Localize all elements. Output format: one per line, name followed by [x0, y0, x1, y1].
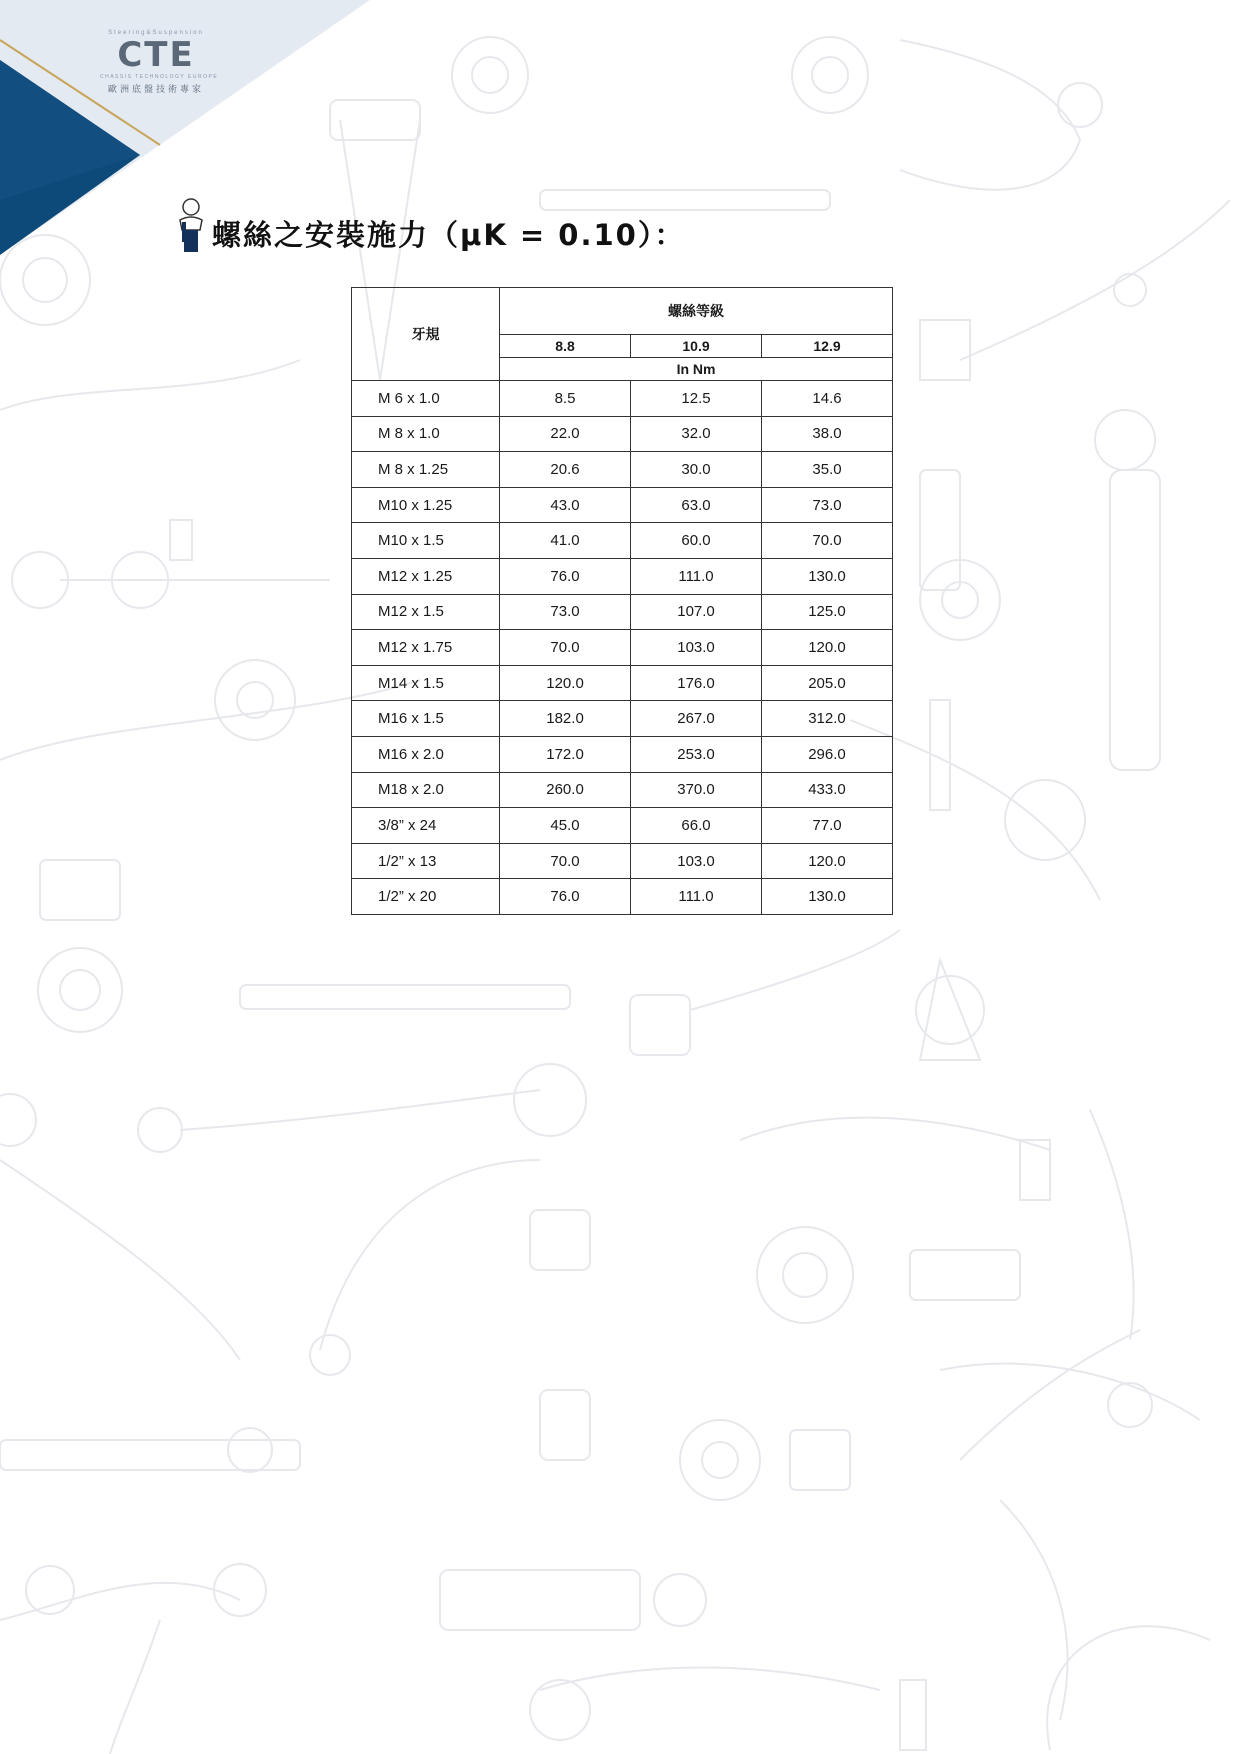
torque-cell: 120.0 [500, 665, 631, 701]
table-row [352, 523, 893, 559]
torque-cell: 8.5 [500, 381, 631, 417]
torque-cell: 120.0 [762, 630, 893, 666]
thread-cell: M 8 x 1.0 [352, 416, 500, 452]
torque-cell: 41.0 [500, 523, 631, 559]
table-row [352, 487, 893, 523]
thread-cell: M16 x 2.0 [352, 736, 500, 772]
torque-cell: 111.0 [631, 879, 762, 915]
torque-cell: 103.0 [631, 843, 762, 879]
logo-chinese: 歐洲底盤技術專家 [107, 84, 204, 94]
torque-cell: 12.5 [631, 381, 762, 417]
torque-cell: 60.0 [631, 523, 762, 559]
torque-cell: 32.0 [631, 416, 762, 452]
table-row [352, 772, 893, 808]
unit-label: In Nm [500, 358, 893, 381]
table-row [352, 381, 893, 417]
torque-cell: 312.0 [762, 701, 893, 737]
thread-cell: 1/2” x 13 [352, 843, 500, 879]
thread-cell: 1/2” x 20 [352, 879, 500, 915]
table-row [352, 594, 893, 630]
torque-cell: 14.6 [762, 381, 893, 417]
thread-cell: M12 x 1.25 [352, 558, 500, 594]
torque-cell: 172.0 [500, 736, 631, 772]
torque-cell: 433.0 [762, 772, 893, 808]
torque-cell: 103.0 [631, 630, 762, 666]
table-header-row [352, 288, 893, 335]
torque-cell: 70.0 [762, 523, 893, 559]
table-row [352, 736, 893, 772]
grade-header: 螺絲等級 [500, 288, 893, 335]
thread-cell: M10 x 1.25 [352, 487, 500, 523]
table-row [352, 879, 893, 915]
torque-cell: 182.0 [500, 701, 631, 737]
torque-cell: 38.0 [762, 416, 893, 452]
torque-cell: 66.0 [631, 808, 762, 844]
torque-cell: 20.6 [500, 452, 631, 488]
torque-cell: 253.0 [631, 736, 762, 772]
logo-subtitle: CHASSIS TECHNOLOGY EUROPE [100, 74, 219, 80]
thread-cell: M 6 x 1.0 [352, 381, 500, 417]
torque-cell: 76.0 [500, 558, 631, 594]
thread-header: 牙規 [352, 288, 500, 381]
table-row [352, 665, 893, 701]
table-row [352, 452, 893, 488]
torque-cell: 130.0 [762, 879, 893, 915]
grade-12-9: 12.9 [762, 335, 893, 358]
torque-cell: 76.0 [500, 879, 631, 915]
torque-cell: 130.0 [762, 558, 893, 594]
thread-cell: M10 x 1.5 [352, 523, 500, 559]
torque-cell: 70.0 [500, 630, 631, 666]
torque-cell: 260.0 [500, 772, 631, 808]
thread-cell: M12 x 1.5 [352, 594, 500, 630]
logo-mark: CTE [117, 35, 195, 75]
torque-cell: 63.0 [631, 487, 762, 523]
thread-cell: M14 x 1.5 [352, 665, 500, 701]
thread-cell: M18 x 2.0 [352, 772, 500, 808]
thread-cell: M12 x 1.75 [352, 630, 500, 666]
table-row [352, 416, 893, 452]
torque-cell: 370.0 [631, 772, 762, 808]
torque-cell: 70.0 [500, 843, 631, 879]
grade-8-8: 8.8 [500, 335, 631, 358]
table-row [352, 558, 893, 594]
torque-cell: 107.0 [631, 594, 762, 630]
torque-cell: 296.0 [762, 736, 893, 772]
torque-table [351, 287, 893, 915]
torque-cell: 35.0 [762, 452, 893, 488]
heading-text: 螺絲之安裝施力（μK = 0.10）： [212, 218, 686, 252]
torque-cell: 43.0 [500, 487, 631, 523]
mechanic-figure-icon [176, 198, 206, 254]
torque-cell: 73.0 [500, 594, 631, 630]
grade-10-9: 10.9 [631, 335, 762, 358]
torque-cell: 176.0 [631, 665, 762, 701]
table-row [352, 843, 893, 879]
torque-cell: 111.0 [631, 558, 762, 594]
cte-logo [100, 30, 219, 95]
table-row [352, 701, 893, 737]
thread-cell: 3/8” x 24 [352, 808, 500, 844]
torque-cell: 73.0 [762, 487, 893, 523]
table-row [352, 630, 893, 666]
torque-cell: 205.0 [762, 665, 893, 701]
table-row [352, 808, 893, 844]
torque-cell: 22.0 [500, 416, 631, 452]
logo-tagline: Steering&Suspension [108, 30, 204, 36]
torque-cell: 77.0 [762, 808, 893, 844]
torque-cell: 267.0 [631, 701, 762, 737]
torque-cell: 30.0 [631, 452, 762, 488]
torque-cell: 125.0 [762, 594, 893, 630]
torque-cell: 120.0 [762, 843, 893, 879]
thread-cell: M 8 x 1.25 [352, 452, 500, 488]
torque-cell: 45.0 [500, 808, 631, 844]
section-heading [176, 190, 685, 254]
thread-cell: M16 x 1.5 [352, 701, 500, 737]
